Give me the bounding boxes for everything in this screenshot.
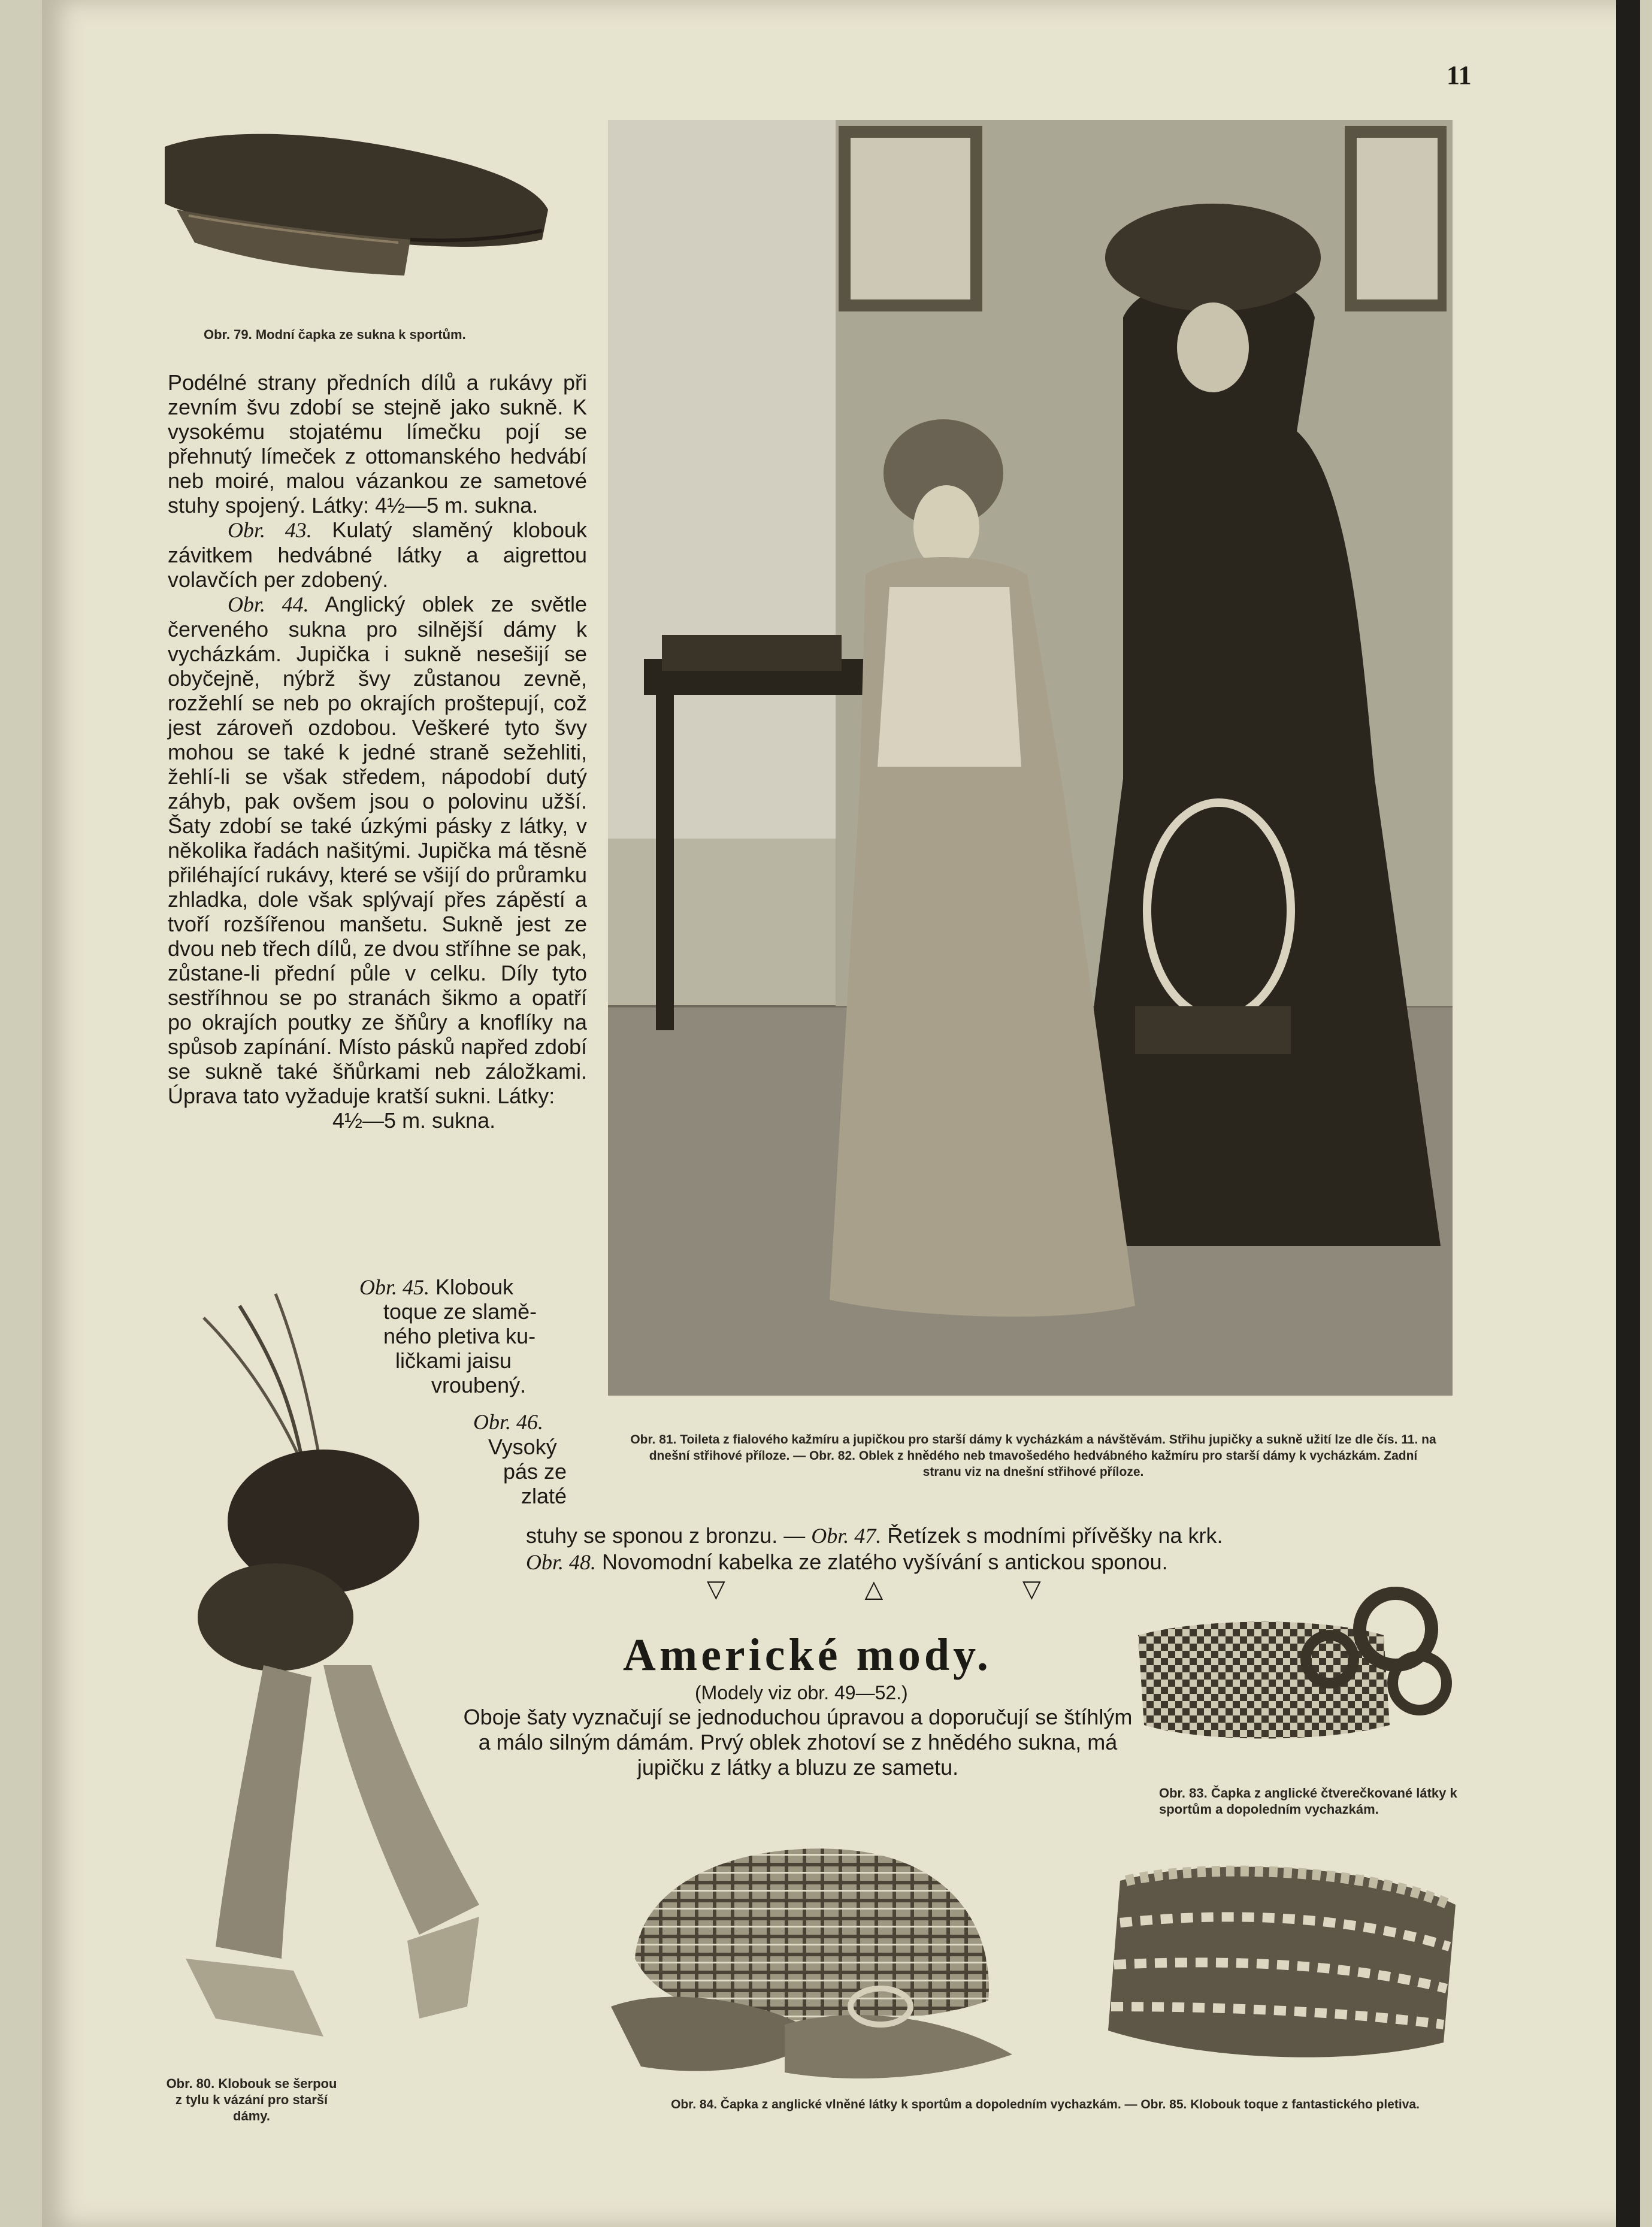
obr-45-label: Obr. 45. [359, 1275, 430, 1299]
section-heading: Americké mody. [623, 1630, 992, 1680]
obr-46-line-3: zlaté [521, 1484, 567, 1508]
obr-44-label: Obr. 44. [228, 592, 309, 616]
page-number: 11 [1447, 60, 1472, 90]
checked-cap-illustration [1132, 1557, 1456, 1773]
sport-cap-illustration [153, 120, 560, 305]
obr-46-continuation: stuhy se sponou z bronzu. — [526, 1523, 806, 1548]
figure-84-85-caption: Obr. 84. Čapka z anglické vlněné látky k sportům a dopoledním vychazkám. — Obr. 85. Klobouk toque z fantastického pletiva. [671, 2098, 1420, 2111]
obr-47-text: Řetízek s modními přívěšky na krk. [887, 1523, 1223, 1548]
section-divider-ornament: ▽ △ ▽ [707, 1575, 1107, 1603]
paragraph-2 [168, 518, 587, 592]
woolen-cap-illustration [605, 1827, 1024, 2096]
obr-45-word: Klobouk [435, 1275, 514, 1299]
obr-47-line [526, 1523, 1424, 1548]
obr-46-line-2: pás ze [503, 1459, 567, 1484]
paragraph-3-end: 4½—5 m. sukna. [332, 1108, 496, 1133]
obr-47-label: Obr. 47. [811, 1524, 882, 1548]
paragraph-1: Podélné strany předních dílů a rukávy při zevním švu zdobí se stejně jako sukně. K vysokému stojatému límečku pojí se přehnutý límeček z ottomanského hedvábí neb moiré, malou vázankou ze sametové stuhy spojený. Látky: 4½—5 m. sukna. [168, 370, 587, 518]
obr-48-label: Obr. 48. [526, 1550, 597, 1574]
obr-46-lines [488, 1435, 596, 1508]
obr-46-line-1: Vysoký [488, 1435, 557, 1459]
obr-44-text: Anglický oblek ze světle červeného sukna pro silnější dámy k vycházkám. Jupička i sukně nesešijí se obyčejně, nýbrž švy zůstanou zevně, rozžehlí se neb po okrajích proštepují, což jest zároveň ozdobou. Veškeré tyto švy mohou se také k jedné straně sežehliti, žehlí-li se však středem, nápodobí dutý záhyb, pak ovšem jsou o polovinu užší. Šaty zdobí se také úzkými pásky z látky, v několika řadách našitými. Jupička má těsně přiléhající rukávy, které se všijí do průramku zhladka, dole však splývají přes zápěstí a tvoří rozšířenou manšetu. Sukně jest ze dvou neb třech dílů, ze dvou stříhne se pak, zůstane-li přední půle v celku. Díly tyto sestříhnou se po stranách šikmo a opatří po okrajích poutky ze šňůry a knoflíky na spůsob zapínání. Místo pásků napřed zdobí se sukně také šňůrkami neb záložkami. Úprava tato vyžaduje kratší sukni. Látky: [168, 592, 587, 1108]
obr-48-text: Novomodní kabelka ze zlatého vyšívání s antickou sponou. [602, 1550, 1168, 1574]
hat-with-scarf-illustration [144, 1282, 479, 2060]
obr-43-text: Kulatý slaměný klobouk závitkem hedvábné látky a aigrettou volavčích per zdobený. [168, 518, 587, 592]
figure-80-caption: Obr. 80. Klobouk se šerpou z tylu k vázání pro starší dámy. [166, 2076, 337, 2123]
fantasy-toque-illustration [1084, 1845, 1468, 2072]
paragraph-3 [168, 592, 587, 1108]
obr-45-line-5: vroubený. [431, 1373, 527, 1397]
figure-79-caption: Obr. 79. Modní čapka ze sukna k sportům. [204, 327, 466, 342]
section-text: Oboje šaty vyznačují se jednoduchou úpravou a doporučují se štíhlým a málo silným dámám. Prvý oblek zhotoví se z hnědého sukna, má jupičku z látky a bluzu ze sametu. [463, 1705, 1133, 1780]
section-subheading: (Modely viz obr. 49—52.) [695, 1682, 908, 1703]
figure-83-caption: Obr. 83. Čapka z anglické čtverečkované látky k sportům a dopoledním vychazkám. [1159, 1786, 1457, 1817]
obr-46-label: Obr. 46. [473, 1410, 544, 1434]
obr-45-line-2: toque ze slamě- [383, 1299, 537, 1324]
figure-81-82-caption: Obr. 81. Toileta z fialového kažmíru a jupičkou pro starší dámy k vycházkám a návštěvám. Střihu jupičky a sukně užití lze dle čís. 11. na dnešní střihové příloze. — Obr. 82. Oblek z hnědého neb tmavošedého hedvábného kažmíru pro starší dámy k vycházkám. Zadní stranu viz na dnešní střihové příloze. [630, 1433, 1436, 1479]
article-text-column [168, 370, 587, 1133]
obr-46-block [473, 1410, 593, 1435]
two-women-photo [608, 120, 1453, 1396]
page-edge-shadow [1616, 0, 1640, 2227]
obr-45-line-4: ličkami jaisu [395, 1348, 512, 1373]
obr-45-line-3: ného pletiva ku- [383, 1324, 536, 1348]
obr-43-label: Obr. 43. [228, 518, 312, 542]
